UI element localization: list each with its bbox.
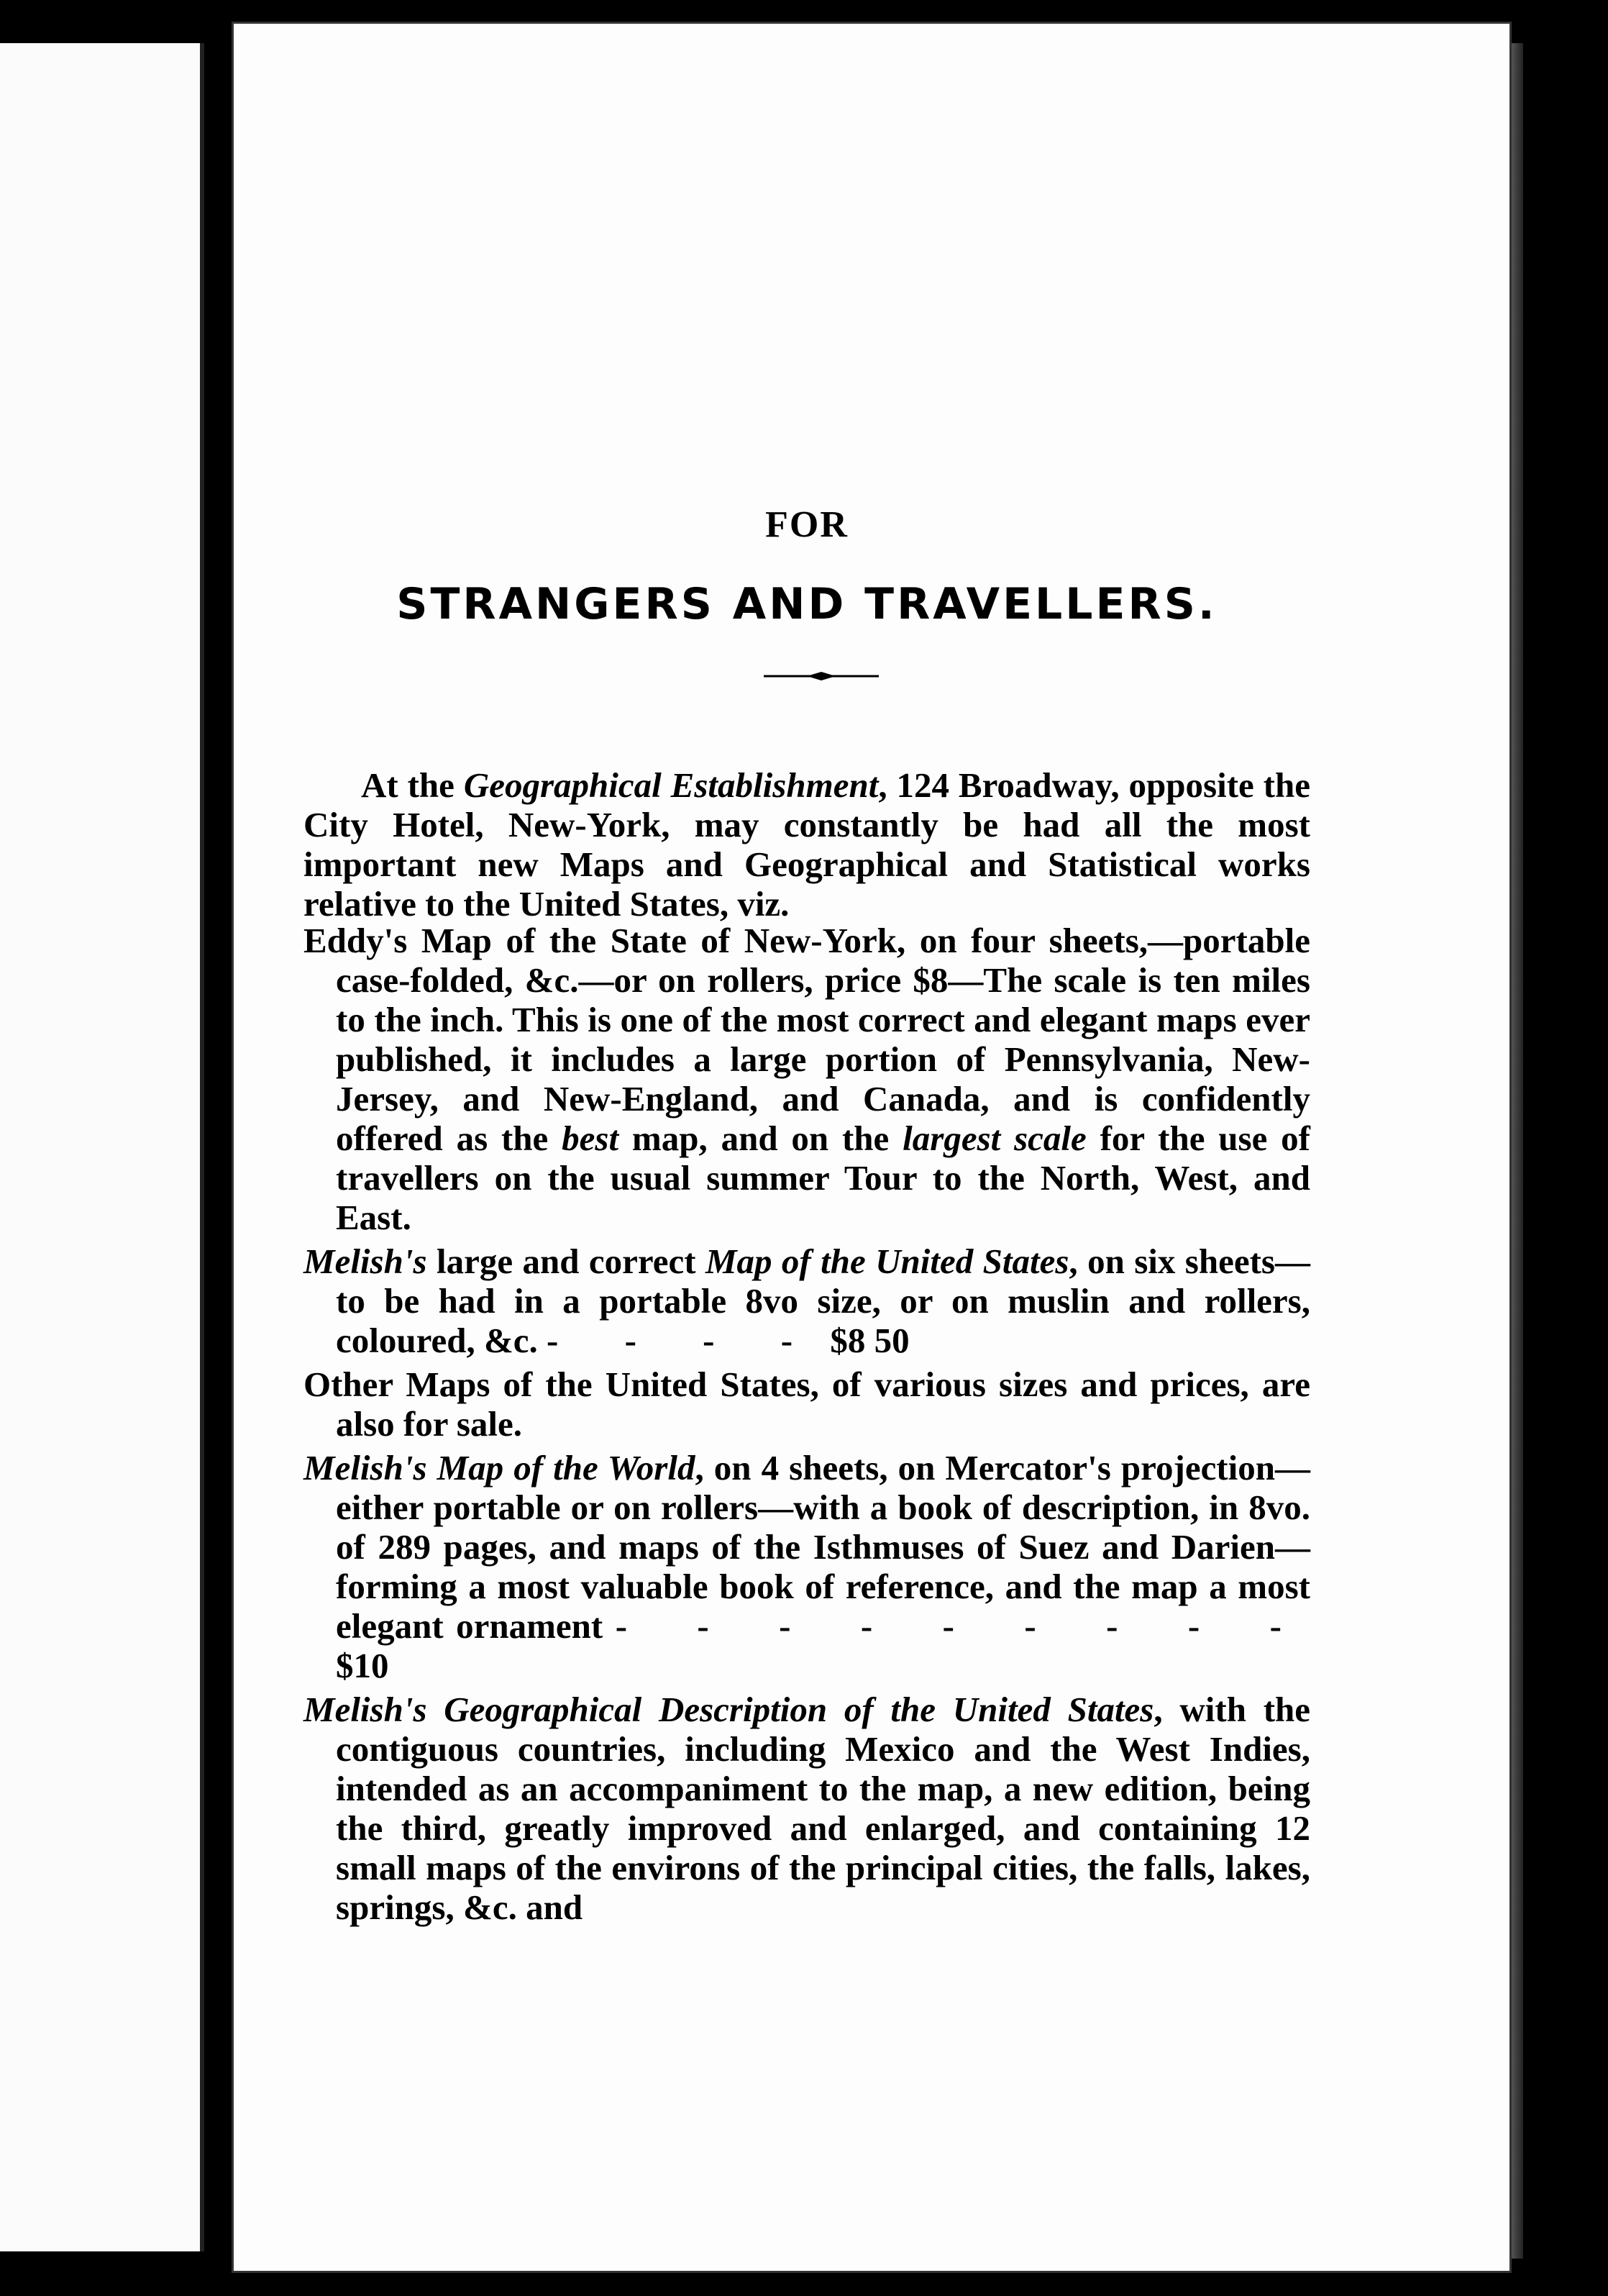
scan-top-border — [0, 0, 1608, 22]
book-page — [232, 22, 1512, 2273]
list-item-eddy-map: Eddy's Map of the State of New-York, on four sheets,—portable case-folded, &c.—or on rollers, price $8—The scale is ten miles to the inch. This is one of the most correct and elegant maps ever published, it includes a large portion of Pennsylvania, New-Jersey, and New-England, and Canada, and is confidently offered as the best map, and on the largest scale for the use of travellers on the usual summer Tour to the North, West, and East. — [303, 921, 1311, 1237]
ornament-rule-icon — [764, 669, 879, 683]
price-melish-us: $8 50 — [830, 1321, 910, 1360]
heading-title: STRANGERS AND TRAVELLERS. — [396, 579, 1218, 629]
list-item-melish-description: Melish's Geographical Description of the United States, with the contiguous countries, including Mexico and the West Indies, intended as an accompaniment to the map, a new edition, being the third, greatly improved and enlarged, and containing 12 small maps of the environs of the principal cities, the falls, lakes, springs, &c. and — [303, 1690, 1311, 1927]
heading-for: FOR — [765, 504, 849, 545]
facing-page-edge — [0, 43, 204, 2251]
price-melish-world: $10 — [336, 1646, 389, 1685]
catalogue-list — [303, 921, 1310, 1931]
intro-place: Geographical Establishment — [463, 765, 879, 805]
list-item-other-maps: Other Maps of the United States, of various sizes and prices, are also for sale. — [303, 1365, 1310, 1444]
list-item-melish-us-map: Melish's large and correct Map of the United States, on six sheets—to be had in a portable 8vo size, or on muslin and rollers, coloured, &c. - - - - $8 50 — [303, 1242, 1310, 1360]
list-item-melish-world-map: Melish's Map of the World, on 4 sheets, on Mercator's projection—either portable or on rollers—with a book of description, in 8vo. of 289 pages, and maps of the Isthmuses of Suez and Darien—forming a most valuable book of reference, and the map a most elegant ornament - - - - - - - - - $10 — [303, 1448, 1310, 1685]
intro-paragraph: At the Geographical Establishment, 124 Broadway, opposite the City Hotel, New-York, may constantly be had all the most important new Maps and Geographical and Statistical works relative to the United States, viz. — [303, 765, 1310, 924]
